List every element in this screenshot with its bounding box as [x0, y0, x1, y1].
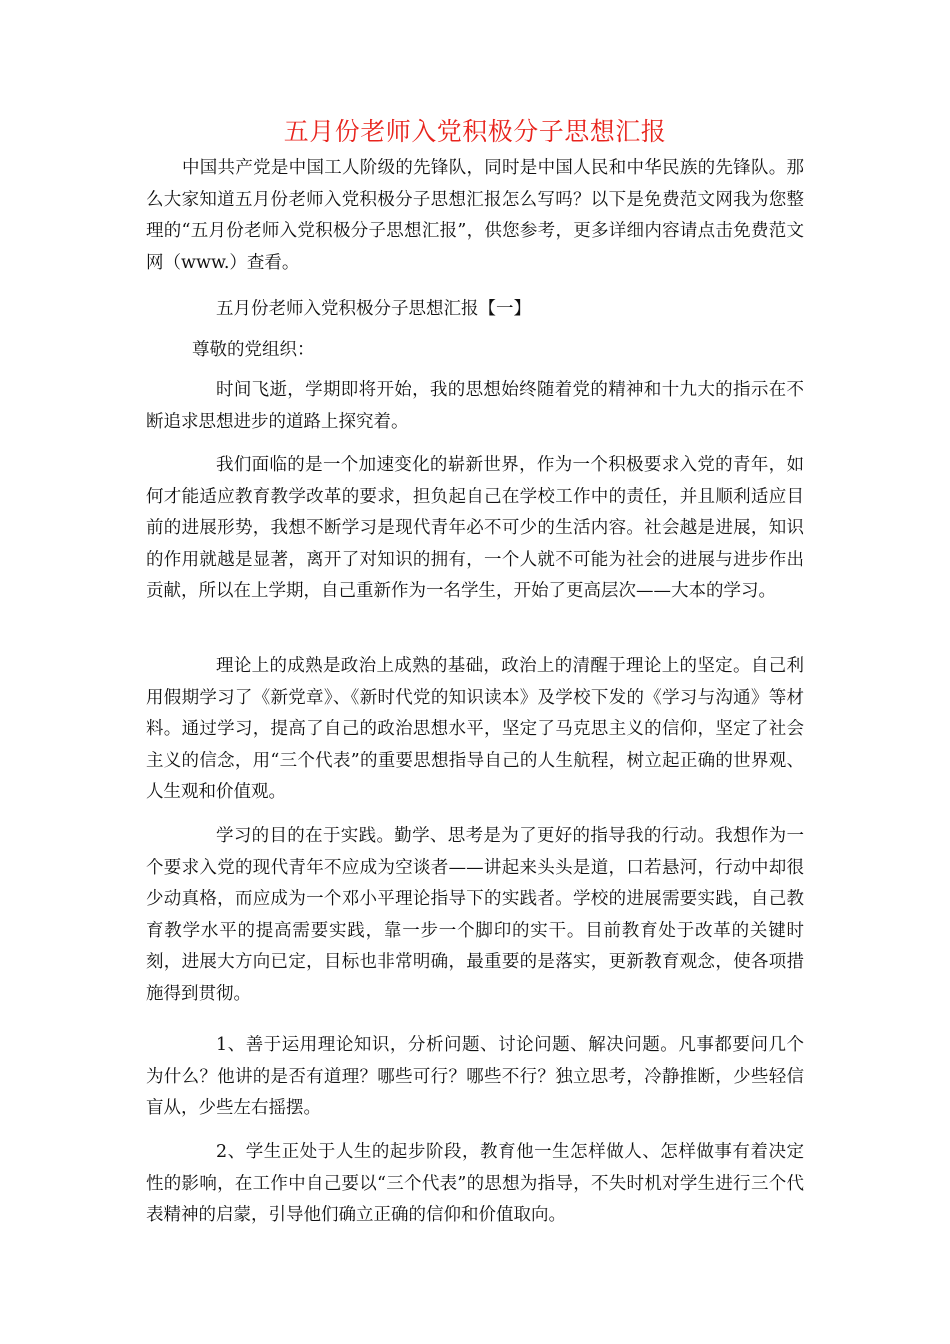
body-paragraph-2: 我们面临的是一个加速变化的崭新世界，作为一个积极要求入党的青年，如何才能适应教育教学改革的要求，担负起自己在学校工作中的责任，并且顺利适应目前的进展形势，我想不断学习是现代青年必不可少的生活内容。社会越是进展，知识的作用就越是显著，离开了对知识的拥有，一个人就不可能为社会的进展与进步作出贡献，所以在上学期，自己重新作为一名学生，开始了更高层次——大本的学习。 [146, 455, 804, 601]
section-heading: 五月份老师入党积极分子思想汇报【一】 [216, 299, 531, 319]
body-paragraph-6: 2、学生正处于人生的起步阶段，教育他一生怎样做人、怎样做事有着决定性的影响，在工作中自己要以“三个代表”的思想为指导，不失时机对学生进行三个代表精神的启蒙，引导他们确立正确的信仰和价值取向。 [146, 1142, 804, 1225]
body-paragraph-3: 理论上的成熟是政治上成熟的基础，政治上的清醒于理论上的坚定。自己利用假期学习了《新党章》、《新时代党的知识读本》及学校下发的《学习与沟通》等材料。通过学习，提高了自己的政治思想水平，坚定了马克思主义的信仰，坚定了社会主义的信念，用“三个代表”的重要思想指导自己的人生航程，树立起正确的世界观、人生观和价值观。 [146, 656, 804, 802]
body-paragraph-5: 1、善于运用理论知识，分析问题、讨论问题、解决问题。凡事都要问几个为什么？他讲的是否有道理？哪些可行？哪些不行？独立思考，冷静推断，少些轻信盲从，少些左右摇摆。 [146, 1035, 804, 1118]
body-paragraph-4: 学习的目的在于实践。勤学、思考是为了更好的指导我的行动。我想作为一个要求入党的现代青年不应成为空谈者——讲起来头头是道，口若悬河，行动中却很少动真格，而应成为一个邓小平理论指导下的实践者。学校的进展需要实践，自己教育教学水平的提高需要实践，靠一步一个脚印的实干。目前教育处于改革的关键时刻，进展大方向已定，目标也非常明确，最重要的是落实，更新教育观念，使各项措施得到贯彻。 [146, 826, 804, 1004]
document-title: 五月份老师入党积极分子思想汇报 [283, 117, 667, 146]
salutation: 尊敬的党组织： [192, 340, 315, 360]
body-paragraph-1: 时间飞逝，学期即将开始，我的思想始终随着党的精神和十九大的指示在不断追求思想进步的道路上探究着。 [146, 380, 804, 432]
intro-paragraph: 中国共产党是中国工人阶级的先锋队，同时是中国人民和中华民族的先锋队。那么大家知道五月份老师入党积极分子思想汇报怎么写吗？以下是免费范文网我为您整理的“五月份老师入党积极分子思想汇报”，供您参考，更多详细内容请点击免费范文网（www.）查看。 [146, 158, 804, 273]
